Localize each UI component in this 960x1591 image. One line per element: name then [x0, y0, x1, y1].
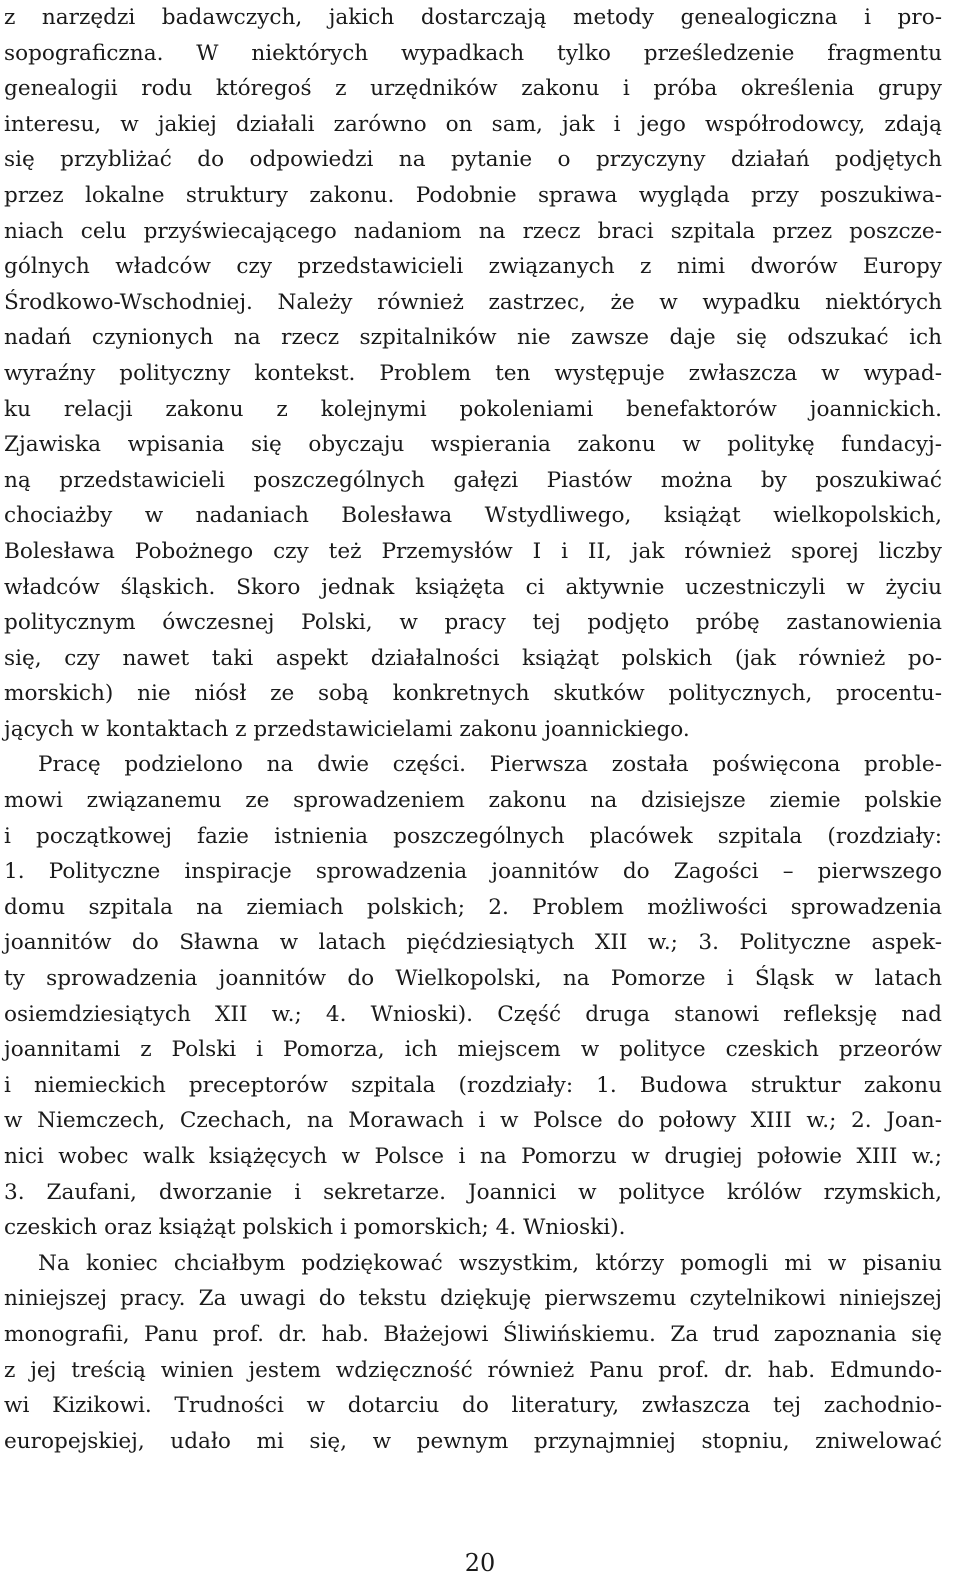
- text-line: i początkowej fazie istnienia poszczególnych placówek szpitala (rozdziały:: [4, 823, 942, 849]
- text-line: mowi związanemu ze sprowadzeniem zakonu na dzisiejsze ziemie polskie: [4, 788, 942, 814]
- text-line: 1. Polityczne inspiracje sprowadzenia joannitów do Zagości – pierwszego: [4, 859, 942, 885]
- text-line: nadań czynionych na rzecz szpitalników nie zawsze daje się odszukać ich: [4, 325, 942, 351]
- text-line: się przybliżać do odpowiedzi na pytanie o przyczyny działań podjętych: [4, 147, 942, 173]
- text-line: ną przedstawicieli poszczególnych gałęzi Piastów można by poszukiwać: [4, 467, 942, 493]
- text-line: interesu, w jakiej działali zarówno on sam, jak i jego współrodowcy, zdają: [4, 111, 942, 137]
- text-line: w Niemczech, Czechach, na Morawach i w Polsce do połowy XIII w.; 2. Joan-: [4, 1108, 942, 1134]
- text-line: sopograficzna. W niektórych wypadkach tylko prześledzenie fragmentu: [4, 40, 942, 66]
- text-line: domu szpitala na ziemiach polskich; 2. Problem możliwości sprowadzenia: [4, 894, 942, 920]
- text-line: chociażby w nadaniach Bolesława Wstydliwego, książąt wielkopolskich,: [4, 503, 942, 529]
- text-line: monografii, Panu prof. dr. hab. Błażejowi Śliwińskiemu. Za trud zapoznania się: [4, 1321, 942, 1347]
- text-line: 3. Zaufani, dworzanie i sekretarze. Joannici w polityce królów rzymskich,: [4, 1179, 942, 1205]
- text-line: i niemieckich preceptorów szpitala (rozdziały: 1. Budowa struktur zakonu: [4, 1072, 942, 1098]
- text-line: czeskich oraz książąt polskich i pomorskich; 4. Wnioski).: [4, 1215, 626, 1241]
- text-line: z narzędzi badawczych, jakich dostarczają metody genealogiczna i pro-: [4, 5, 942, 30]
- text-line: Bolesława Pobożnego czy też Przemysłów I i II, jak również sporej liczby: [4, 538, 942, 564]
- page-number: 20: [464, 1549, 496, 1577]
- text-line: Na koniec chciałbym podziękować wszystkim, którzy pomogli mi w pisaniu: [38, 1250, 942, 1276]
- text-line: władców śląskich. Skoro jednak książęta ci aktywnie uczestniczyli w życiu: [4, 574, 942, 600]
- text-line: Pracę podzielono na dwie części. Pierwsza została poświęcona proble-: [38, 752, 942, 778]
- text-line: z jej treścią winien jestem wdzięczność również Panu prof. dr. hab. Edmundo-: [4, 1357, 942, 1383]
- text-line: wi Kizikowi. Trudności w dotarciu do literatury, zwłaszcza tej zachodnio-: [4, 1393, 942, 1419]
- text-line: osiemdziesiątych XII w.; 4. Wnioski). Część druga stanowi refleksję nad: [4, 1001, 942, 1027]
- text-line: niach celu przyświecającego nadaniom na rzecz braci szpitala przez poszcze-: [4, 218, 942, 244]
- text-line: ty sprowadzenia joannitów do Wielkopolski, na Pomorze i Śląsk w latach: [4, 966, 942, 992]
- text-line: ku relacji zakonu z kolejnymi pokoleniami benefaktorów joannickich.: [4, 396, 942, 422]
- text-line: Środkowo-Wschodniej. Należy również zastrzec, że w wypadku niektórych: [4, 289, 942, 315]
- text-line: genealogii rodu któregoś z urzędników zakonu i próba określenia grupy: [4, 76, 942, 102]
- text-line: niniejszej pracy. Za uwagi do tekstu dziękuję pierwszemu czytelnikowi niniejszej: [4, 1286, 942, 1312]
- text-line: joannitami z Polski i Pomorza, ich miejscem w polityce czeskich przeorów: [4, 1037, 942, 1063]
- text-line: jących w kontaktach z przedstawicielami zakonu joannickiego.: [4, 716, 690, 742]
- body-text: [4, 0, 942, 1459]
- text-line: wyraźny polityczny kontekst. Problem ten występuje zwłaszcza w wypad-: [4, 360, 942, 386]
- text-line: się, czy nawet taki aspekt działalności książąt polskich (jak również po-: [4, 645, 942, 671]
- text-line: gólnych władców czy przedstawicieli związanych z nimi dworów Europy: [4, 254, 942, 280]
- text-line: europejskiej, udało mi się, w pewnym przynajmniej stopniu, zniwelować: [4, 1428, 942, 1454]
- text-line: Zjawiska wpisania się obyczaju wspierania zakonu w politykę fundacyj-: [4, 432, 942, 458]
- text-line: joannitów do Sławna w latach pięćdziesiątych XII w.; 3. Polityczne aspek-: [4, 930, 942, 956]
- text-line: nici wobec walk książęcych w Polsce i na Pomorzu w drugiej połowie XIII w.;: [4, 1144, 942, 1169]
- text-line: przez lokalne struktury zakonu. Podobnie sprawa wygląda przy poszukiwa-: [4, 182, 942, 208]
- text-line: morskich) nie niósł ze sobą konkretnych skutków politycznych, procentu-: [4, 681, 942, 707]
- text-line: politycznym ówczesnej Polski, w pracy tej podjęto próbę zastanowienia: [4, 610, 942, 636]
